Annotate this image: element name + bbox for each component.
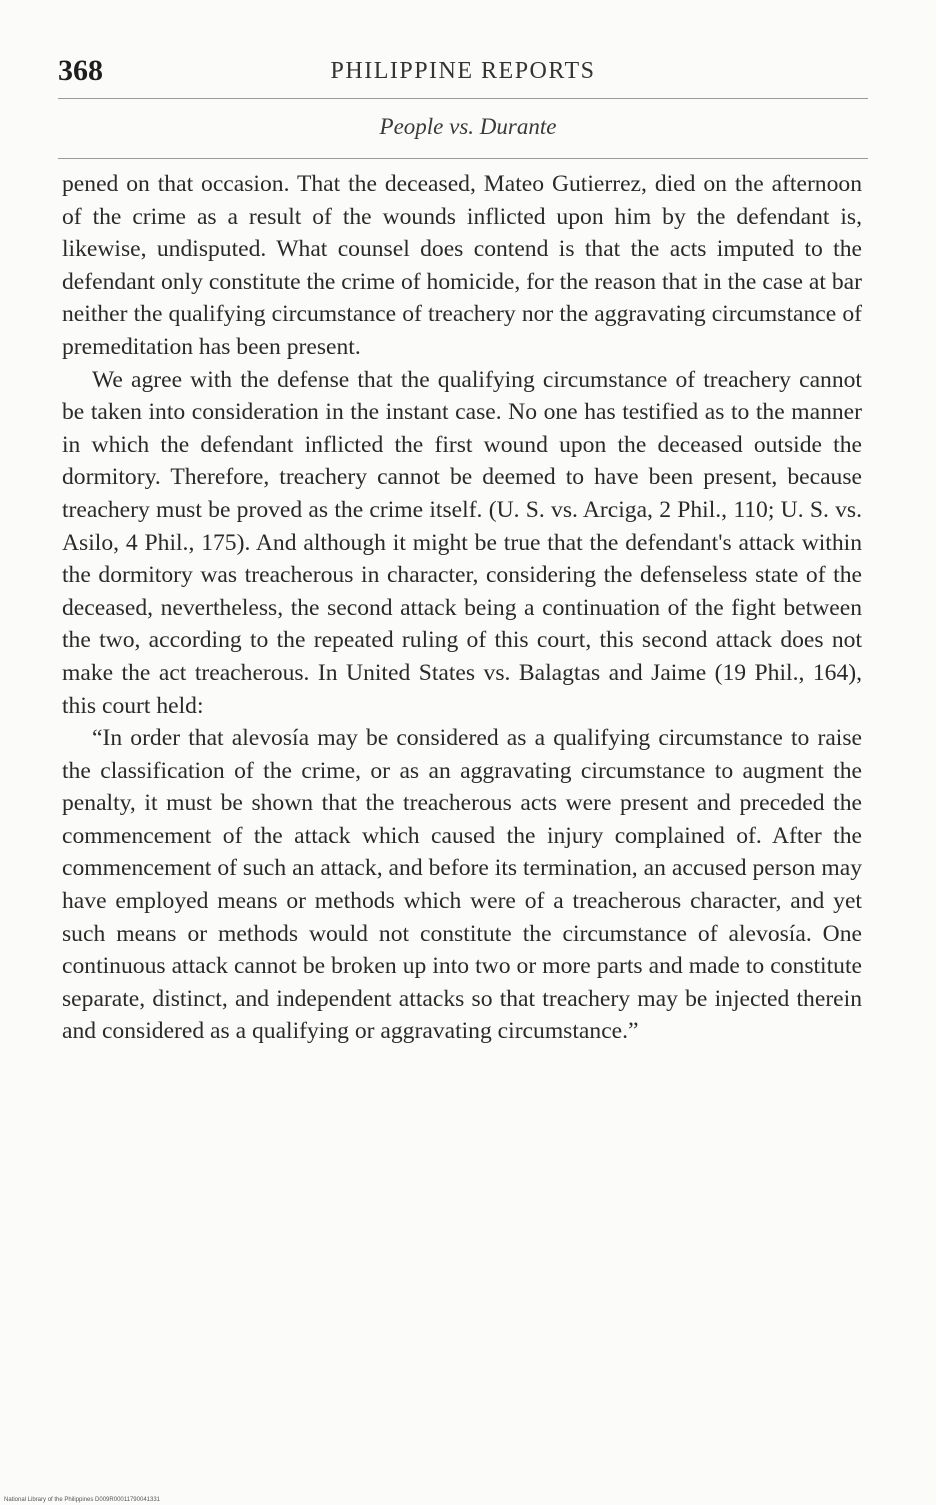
page-header	[58, 52, 868, 96]
library-watermark: National Library of the Philippines D009R00011790041331	[4, 1497, 160, 1503]
paragraph-continuation: pened on that occasion. That the deceased, Mateo Gutierrez, died on the afternoon of the crime as a result of the wounds inflicted upon him by the defendant is, likewise, undisputed. What counsel does contend is that the acts imputed to the defendant only constitute the crime of homicide, for the reason that in the case at bar neither the qualifying circumstance of treachery nor the aggravating circumstance of premeditation has been present.	[62, 171, 862, 360]
body-text	[62, 168, 862, 1048]
case-title: People vs. Durante	[379, 114, 557, 139]
page-number: 368	[58, 54, 103, 87]
quoted-holding: “In order that alevosía may be considered as a qualifying circumstance to raise the classification of the crime, or as an aggravating circumstance to augment the penalty, it must be shown that the treacherous acts were present and preceded the commencement of the attack which caused the injury complained of. After the commencement of such an attack, and before its termination, an accused person may have employed means or methods which were of a treacherous character, and yet such means or methods would not constitute the circumstance of alevosía. One continuous attack cannot be broken up into two or more parts and made to constitute separate, distinct, and independent attacks so that treachery may be injected therein and considered as a qualifying or aggravating circumstance.”	[62, 725, 862, 1045]
paragraph-treachery: We agree with the defense that the qualifying circumstance of treachery cannot be taken into consideration in the instant case. No one has testified as to the manner in which the defendant inflicted the first wound upon the deceased outside the dormitory. Therefore, treachery cannot be deemed to have been present, because treachery must be proved as the crime itself. (U. S. vs. Arciga, 2 Phil., 110; U. S. vs. Asilo, 4 Phil., 175). And although it might be true that the defendant's attack within the dormitory was treacherous in character, considering the defenseless state of the deceased, nevertheless, the second attack being a continuation of the fight between the two, according to the repeated ruling of this court, this second attack does not make the act treacherous. In United States vs. Balagtas and Jaime (19 Phil., 164), this court held:	[62, 366, 862, 719]
header-rule	[58, 98, 868, 99]
case-title-rule	[58, 158, 868, 159]
running-title: PHILIPPINE REPORTS	[330, 58, 596, 84]
